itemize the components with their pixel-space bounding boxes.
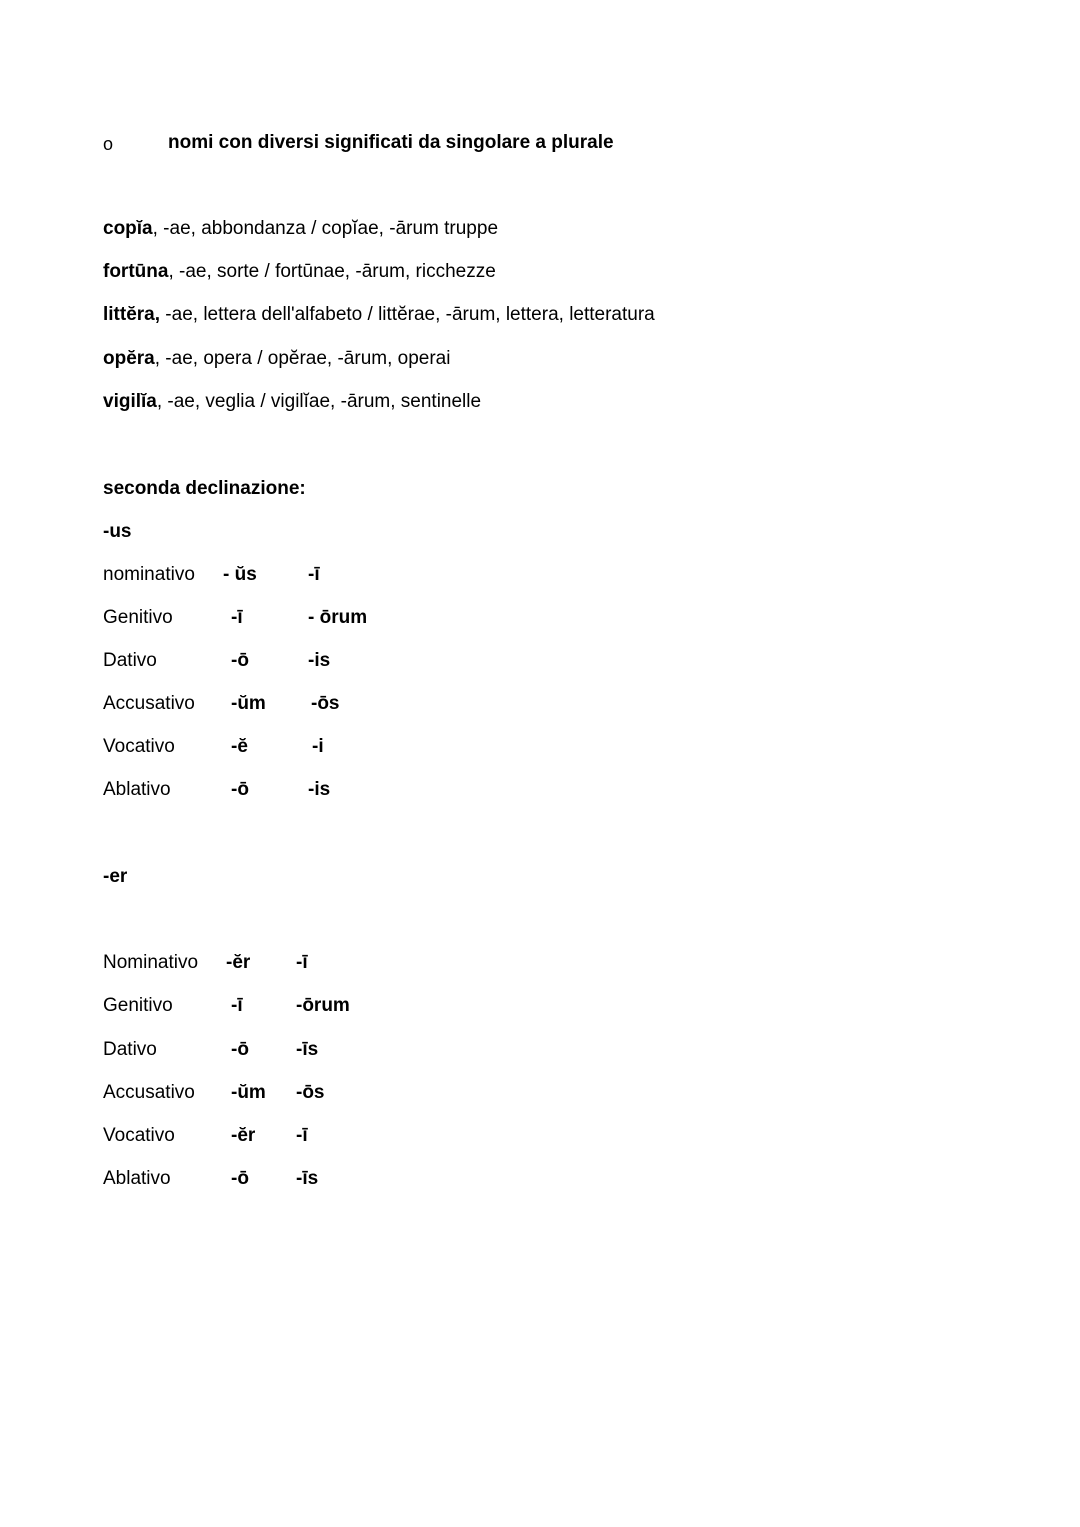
- vocab-line: [103, 392, 481, 411]
- vocab-term: opĕra: [103, 348, 155, 369]
- plural-ending: - ōrum: [308, 607, 368, 628]
- plural-ending: -ōs: [296, 1082, 325, 1103]
- vocab-line: [103, 349, 450, 368]
- singular-ending: -ĕ: [231, 736, 248, 757]
- singular-ending: -ī: [231, 607, 243, 628]
- vocab-term: vigilĭa: [103, 391, 157, 412]
- case-label: Genitivo: [103, 607, 173, 628]
- singular-ending: -ŭm: [231, 1082, 266, 1103]
- er-paradigm-label: -er: [103, 866, 128, 887]
- case-label: Ablativo: [103, 779, 171, 800]
- vocab-term: fortūna: [103, 261, 169, 282]
- case-label: nominativo: [103, 564, 195, 585]
- declension-title: seconda declinazione:: [103, 478, 306, 499]
- vocab-line: [103, 262, 496, 281]
- case-label: Vocativo: [103, 736, 175, 757]
- case-label: Accusativo: [103, 1082, 195, 1103]
- plural-ending: -i: [312, 736, 324, 757]
- singular-ending: - ŭs: [223, 564, 257, 585]
- us-paradigm-label: -us: [103, 521, 132, 542]
- singular-ending: -ī: [231, 995, 243, 1016]
- singular-ending: -ĕr: [231, 1125, 256, 1146]
- vocab-definition: , -ae, abbondanza / copĭae, -ārum truppe: [152, 218, 499, 239]
- singular-ending: -ō: [231, 1039, 249, 1060]
- vocab-line: [103, 219, 498, 238]
- plural-ending: -ī: [308, 564, 320, 585]
- vocab-definition: , -ae, sorte / fortūnae, -ārum, ricchezze: [168, 261, 496, 282]
- vocab-definition: , -ae, veglia / vigilĭae, -ārum, sentinelle: [156, 391, 482, 412]
- vocab-term: copĭa: [103, 218, 153, 239]
- case-label: Accusativo: [103, 693, 195, 714]
- plural-ending: -is: [308, 650, 331, 671]
- plural-ending: -īs: [296, 1168, 319, 1189]
- plural-ending: -ōs: [311, 693, 340, 714]
- case-label: Dativo: [103, 650, 157, 671]
- case-label: Dativo: [103, 1039, 157, 1060]
- plural-ending: -īs: [296, 1039, 319, 1060]
- singular-ending: -ō: [231, 1168, 249, 1189]
- list-bullet: o: [103, 134, 114, 154]
- plural-ending: -is: [308, 779, 331, 800]
- case-label: Ablativo: [103, 1168, 171, 1189]
- case-label: Genitivo: [103, 995, 173, 1016]
- singular-ending: -ō: [231, 650, 249, 671]
- plural-ending: -ī: [296, 1125, 308, 1146]
- singular-ending: -ŭm: [231, 693, 266, 714]
- singular-ending: -ĕr: [226, 952, 251, 973]
- case-label: Vocativo: [103, 1125, 175, 1146]
- plural-ending: -ōrum: [296, 995, 350, 1016]
- vocab-definition: , -ae, opera / opĕrae, -ārum, operai: [154, 348, 451, 369]
- vocab-line: [103, 305, 655, 324]
- vocab-term: littĕra,: [103, 304, 161, 325]
- section-title: nomi con diversi significati da singolare a plurale: [168, 132, 614, 153]
- singular-ending: -ō: [231, 779, 249, 800]
- vocab-definition: -ae, lettera dell'alfabeto / littĕrae, -ārum, lettera, letteratura: [160, 304, 655, 325]
- plural-ending: -ī: [296, 952, 308, 973]
- case-label: Nominativo: [103, 952, 199, 973]
